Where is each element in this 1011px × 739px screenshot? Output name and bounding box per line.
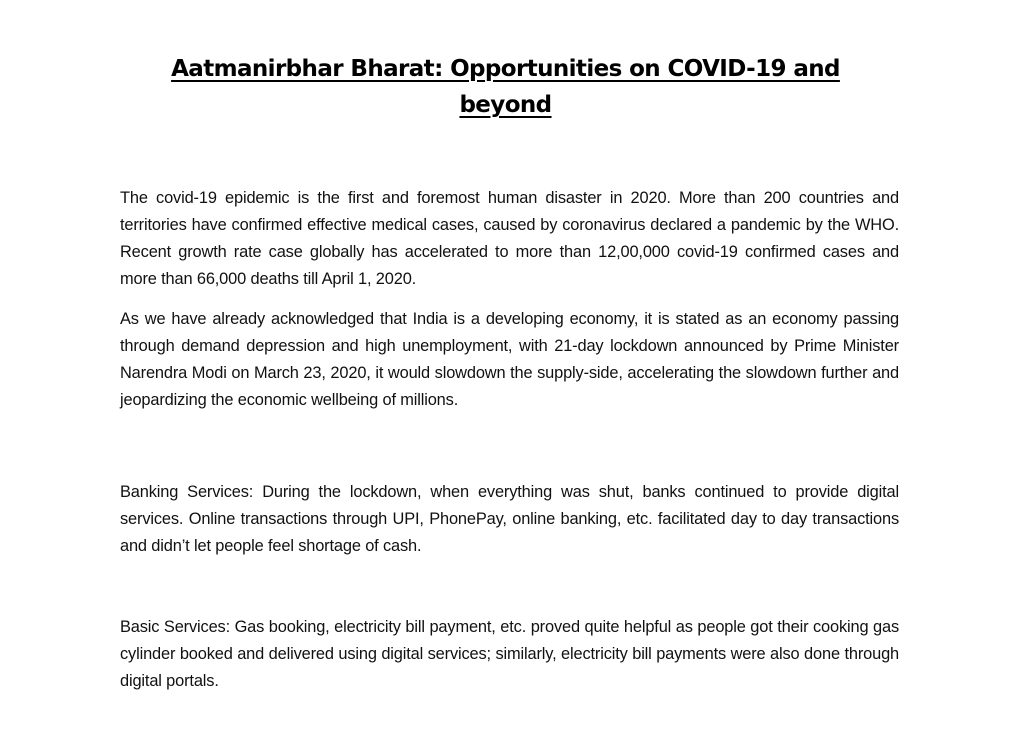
paragraph-covid-overview: The covid-19 epidemic is the first and foremost human disaster in 2020. More than 200 countries and territories have confirmed effective medical cases, caused by coronavirus declared a pandemic by the WHO. Recent growth rate case globally has accelerated to more than 12,00,000 covid-19 confirmed cases and more than 66,000 deaths till April 1, 2020. <box>120 189 899 288</box>
paragraph-basic-services: Basic Services: Gas booking, electricity bill payment, etc. proved quite helpful as people got their cooking gas cylinder booked and delivered using digital services; similarly, electricity bill payments were also done through digital portals. <box>120 618 899 690</box>
paragraph-india-economy: As we have already acknowledged that India is a developing economy, it is stated as an economy passing through demand depression and high unemployment, with 21-day lockdown announced by Prime Minister Narendra Modi on March 23, 2020, it would slowdown the supply-side, accelerating the slowdown further and jeopardizing the economic wellbeing of millions. <box>120 310 899 409</box>
document-title: Aatmanirbhar Bharat: Opportunities on COVID-19 and beyond <box>171 56 840 118</box>
paragraph-banking-services: Banking Services: During the lockdown, when everything was shut, banks continued to provide digital services. Online transactions through UPI, PhonePay, online banking, etc. facilitated day to day transactions and didn’t let people feel shortage of cash. <box>120 483 899 555</box>
